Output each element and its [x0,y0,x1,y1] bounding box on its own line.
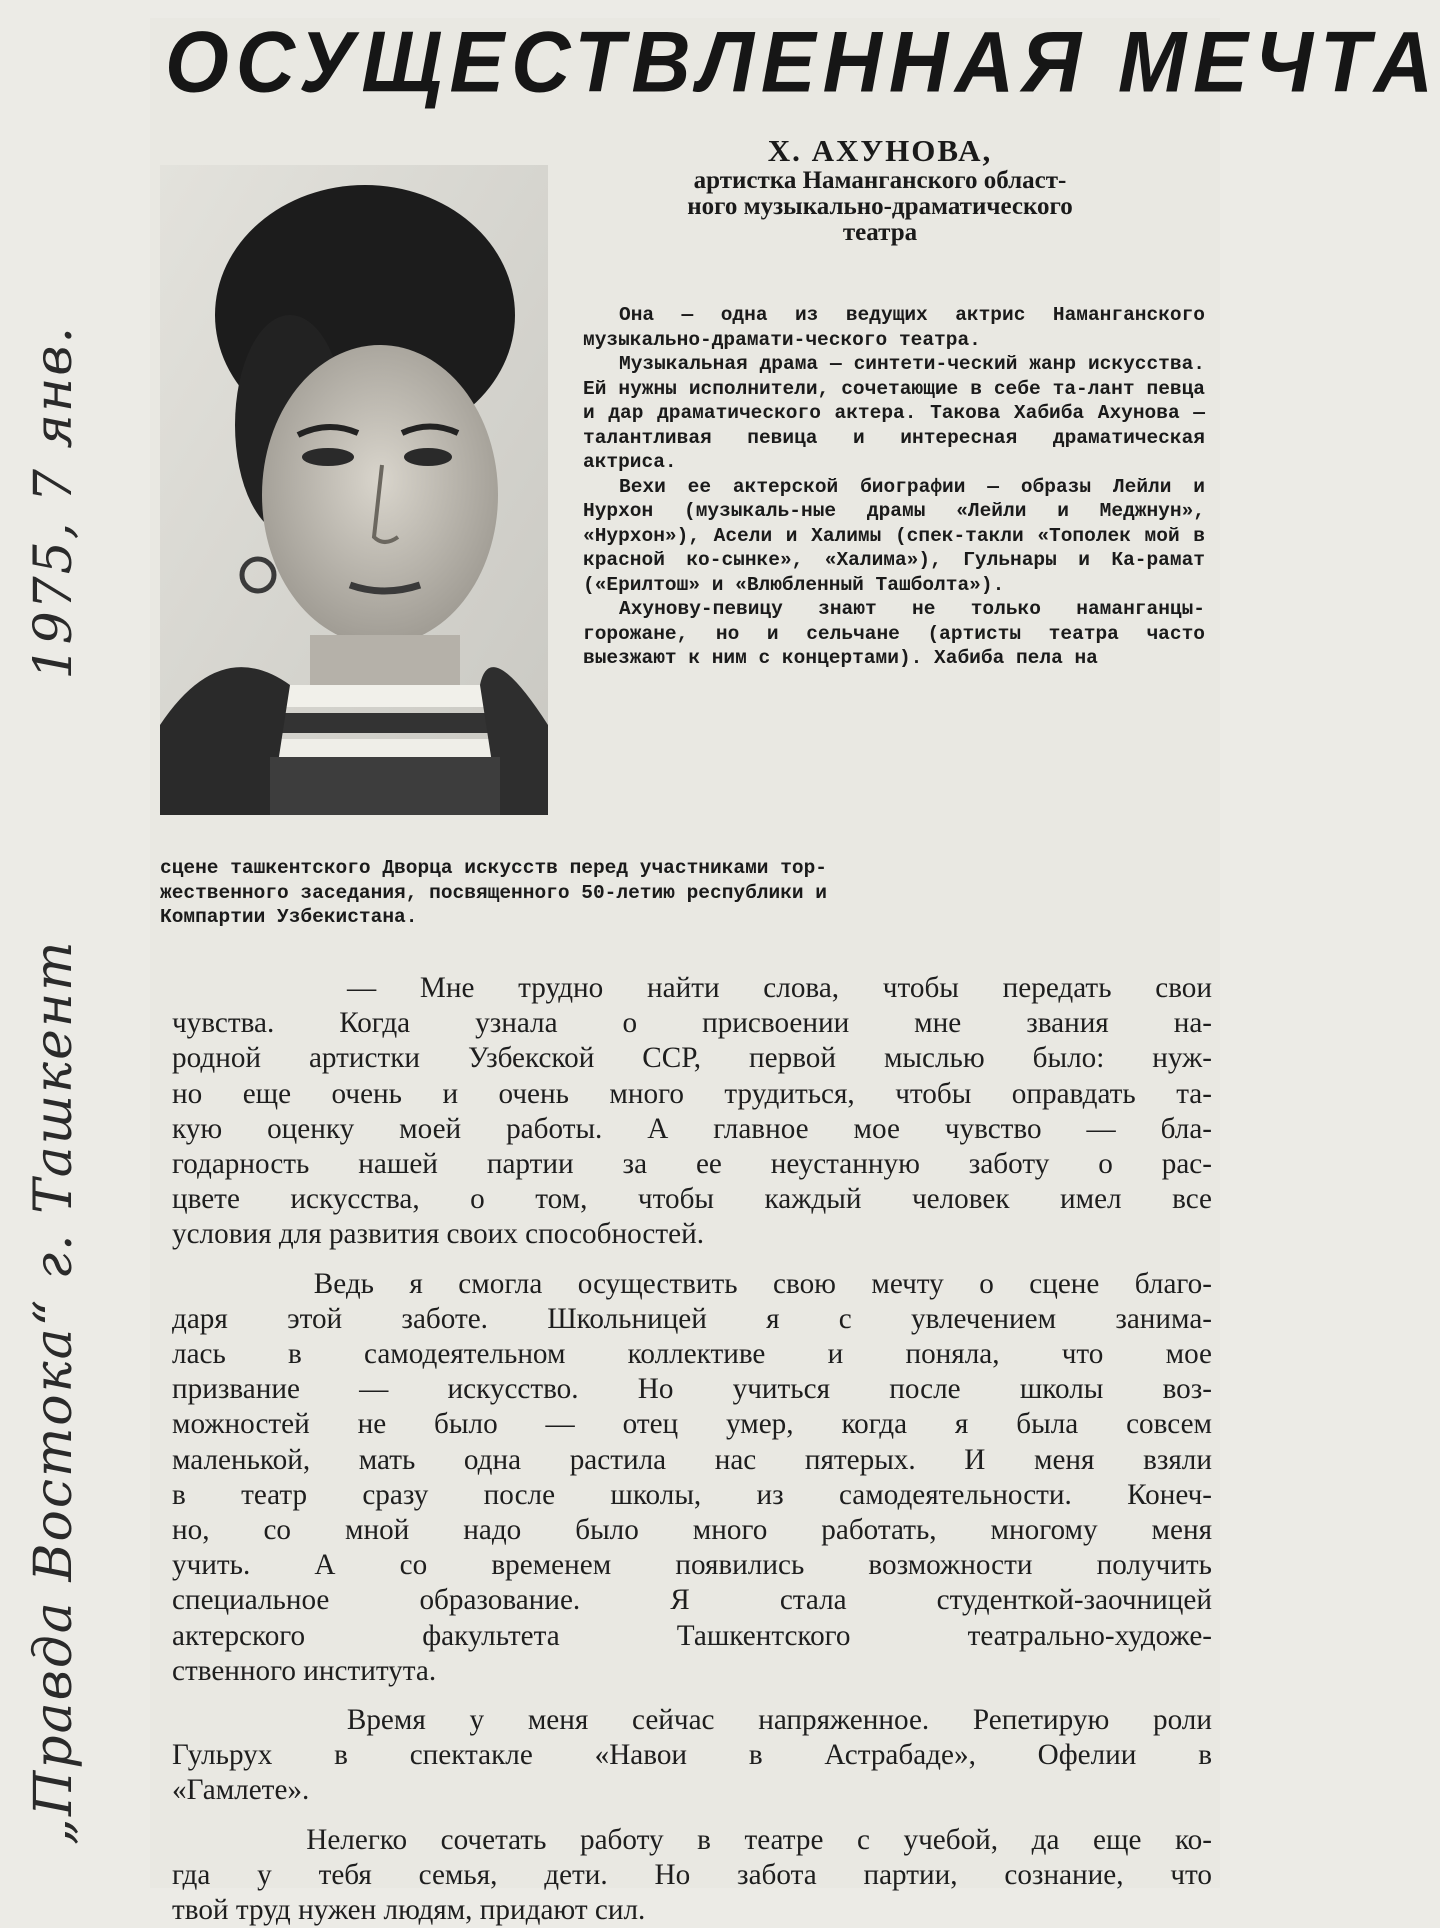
body-paragraph [172,1703,1212,1809]
byline [570,135,1190,246]
handwritten-note [14,325,94,1845]
body-line: актерского факультета Ташкентского театрально-художе- [172,1619,1212,1652]
article-headline: ОСУЩЕСТВЛЕННАЯ МЕЧТА [165,14,1440,111]
body-line: чувства. Когда узнала о присвоении мне звания на- [172,1007,1212,1040]
body-line: годарность нашей партии за ее неустанную заботу о рас- [172,1148,1212,1181]
body-line: Гульрух в спектакле «Навои в Астрабаде», Офелии в [172,1739,1212,1772]
body-line: гда у тебя семья, дети. Но забота партии, сознание, что [172,1858,1212,1891]
handwritten-date: 1975, 7 янв. [24,325,84,680]
body-line: специальное образование. Я стала студенткой-заочницей [172,1584,1212,1617]
author-role-line: ного музыкально-драматического [687,192,1073,220]
article-body [172,971,1212,1928]
body-line: родной артистки Узбекской ССР, первой мыслью было: нуж- [172,1042,1212,1075]
intro-line: жественного заседания, посвященного 50-летию республики и [160,881,828,904]
body-paragraph [172,1267,1212,1689]
body-paragraph [172,1823,1212,1928]
intro-paragraph: Ахунову-певицу знают не только наманганцы-горожане, но и сельчане (артисты театра часто выезжают к ним с концертами). Хабиба пела на [583,598,1205,669]
body-line: но еще очень и очень много трудиться, чтобы оправдать та- [172,1077,1212,1110]
body-line: Нелегко сочетать работу в театре с учебой, да еще ко- [172,1823,1212,1856]
body-line: условия для развития своих способностей. [172,1218,705,1251]
body-line: ственного института. [172,1654,437,1687]
intro-continuation [160,856,1205,930]
handwritten-source: „Правда Востока“ г. Ташкент [24,939,84,1845]
body-line: учить. А со временем появились возможности получить [172,1549,1212,1582]
body-line: но, со мной надо было много работать, многому меня [172,1514,1212,1547]
intro-line: Компартии Узбекистана. [160,906,418,928]
body-line: в театр сразу после школы, из самодеятельности. Конеч- [172,1478,1212,1511]
body-line: «Гамлете». [172,1774,310,1807]
body-line: Ведь я смогла осуществить свою мечту о сцене благо- [172,1267,1212,1300]
body-line: — Мне трудно найти слова, чтобы передать свои [172,972,1212,1004]
author-name: Х. АХУНОВА, [767,133,993,168]
intro-line: сцене ташкентского Дворца искусств перед участниками тор- [160,857,828,879]
body-line: даря этой заботе. Школьницей я с увлечением занима- [172,1302,1212,1335]
body-line: лась в самодеятельном коллективе и поняла, что мое [172,1338,1212,1371]
intro-paragraph: Она — одна из ведущих актрис Наманганского музыкально-драмати-ческого театра. [583,304,1205,351]
intro-column [583,303,1205,671]
body-line: маленькой, мать одна растила нас пятерых. И меня взяли [172,1443,1212,1476]
body-line: твой труд нужен людям, придают сил. [172,1894,646,1927]
body-line: призвание — искусство. Но учиться после школы воз- [172,1373,1212,1406]
author-role-line: артистка Наманганского област- [693,166,1067,194]
body-paragraph [172,971,1212,1253]
body-line: можностей не было — отец умер, когда я была совсем [172,1408,1212,1441]
body-line: Время у меня сейчас напряженное. Репетирую роли [172,1704,1212,1737]
author-role-line: театра [842,219,918,247]
portrait-photo [160,165,548,815]
body-line: цвете искусства, о том, чтобы каждый человек имел все [172,1183,1212,1216]
intro-paragraph: Музыкальная драма — синтети-ческий жанр искусства. Ей нужны исполнители, сочетающие в себе та-лант певца и дар драматического актера. Такова Хабиба Ахунова — талантливая певица и интересная драматическая актриса. [583,353,1205,473]
body-line: кую оценку моей работы. А главное мое чувство — бла- [172,1112,1212,1145]
intro-paragraph: Вехи ее актерской биографии — образы Лейли и Нурхон (музыкаль-ные драмы «Лейли и Меджнун», «Нурхон»), Асели и Халимы (спек-такли «Тополек мой в красной ко-сынке», «Халима»), Гульнары и Ка-рамат («Ерилтош» и «Влюбленный Ташболта»). [583,475,1205,596]
